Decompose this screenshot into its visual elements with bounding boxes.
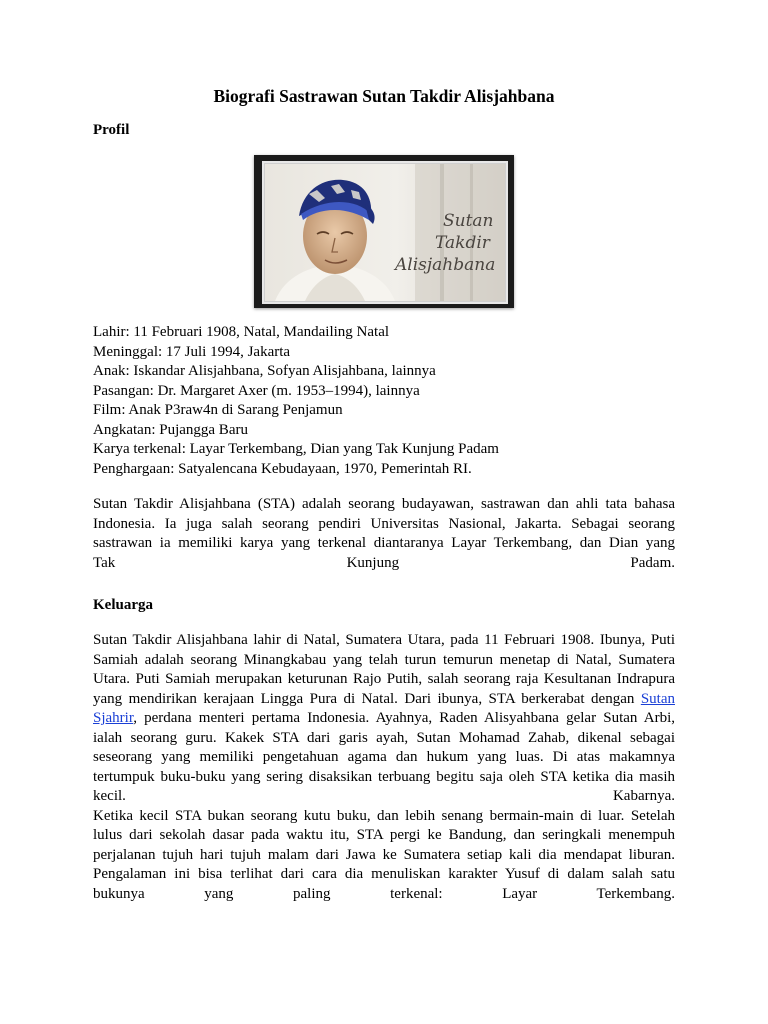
paragraph-line: Indonesia. Ia juga salah seorang pendiri Universitas Nasional, Jakarta. Sebagai seorang — [93, 515, 675, 532]
page-title: Biografi Sastrawan Sutan Takdir Alisjahbana — [213, 86, 555, 106]
section-heading-keluarga: Keluarga — [93, 597, 153, 613]
photo-caption-line-2: Takdir — [435, 233, 490, 253]
sutan-sjahrir-link-part2[interactable]: Sjahrir — [93, 710, 134, 726]
portrait-photo — [254, 155, 514, 308]
keluarga-paragraph — [93, 631, 675, 904]
profile-line: Lahir: 11 Februari 1908, Natal, Mandailing Natal — [93, 324, 390, 340]
profile-list — [93, 323, 499, 479]
paragraph-line: seseorang yang memiliki pengetahuan agama dan hukum yang luas. Di atas makamnya — [93, 749, 675, 765]
paragraph-line: Utara. Puti Samiah merupakan keturunan Rajo Putih, salah seorang raja Kesultanan Indrapura — [93, 671, 675, 687]
section-heading-profil: Profil — [93, 122, 130, 138]
paragraph-line: kecil. Kabarnya. — [93, 788, 675, 804]
profile-line: Karya terkenal: Layar Terkembang, Dian yang Tak Kunjung Padam — [93, 441, 499, 457]
portrait-illustration — [265, 164, 505, 301]
paragraph-line: Pengalaman ini bisa terlihat dari cara dia menuliskan karakter Yusuf di dalam salah satu — [93, 866, 675, 882]
paragraph-line: lulus dari sekolah dasar pada waktu itu, STA pergi ke Bandung, dan seringkali menempuh — [93, 827, 675, 843]
paragraph-line: bukunya yang paling terkenal: Layar Terkembang. — [93, 885, 675, 902]
paragraph-line — [93, 690, 675, 710]
paragraph-line: tertumpuk buku-buku yang sering disaksikan terbuang begitu saja oleh STA ketika dia masih — [93, 768, 675, 785]
paragraph-line: sastrawan ia memiliki karya yang terkenal diantaranya Layar Terkembang, dan Dian yang — [93, 535, 675, 551]
profile-line: Meninggal: 17 Juli 1994, Jakarta — [93, 343, 291, 360]
paragraph-line: perjalanan tujuh hari tujuh malam dari Jawa ke Sumatera setiap kali dia mendapat liburan. — [93, 846, 675, 863]
profile-line: Anak: Iskandar Alisjahbana, Sofyan Alisjahbana, lainnya — [93, 363, 436, 379]
profile-line: Penghargaan: Satyalencana Kebudayaan, 1970, Pemerintah RI. — [93, 460, 472, 477]
portrait-image — [264, 163, 506, 302]
photo-caption-line-3: Alisjahbana — [395, 255, 496, 275]
profile-line: Pasangan: Dr. Margaret Axer (m. 1953–1994), lainnya — [93, 382, 420, 399]
line-text: , perdana menteri pertama Indonesia. Ayahnya, Raden Alisyahbana gelar Sutan Arbi, — [133, 710, 675, 726]
paragraph-line: Sutan Takdir Alisjahbana lahir di Natal, Sumatera Utara, pada 11 Februari 1908. Ibunya, Puti — [93, 632, 675, 648]
paragraph-line: Tak Kunjung Padam. — [93, 554, 675, 571]
sutan-sjahrir-link-part1[interactable]: Sutan — [640, 690, 675, 707]
paragraph-line: Samiah adalah seorang Minangkabau yang telah turun temurun menetap di Natal, Sumatera — [93, 651, 675, 668]
profile-line: Film: Anak P3raw4n di Sarang Penjamun — [93, 402, 343, 418]
profile-line: Angkatan: Pujangga Baru — [93, 421, 248, 438]
paragraph-line — [93, 709, 675, 729]
paragraph-line: Ketika kecil STA bukan seorang kutu buku, dan lebih senang bermain-main di luar. Setelah — [93, 807, 675, 824]
paragraph-line: ialah seorang guru. Kakek STA dari garis ayah, Sutan Mohamad Zahab, dikenal sebagai — [93, 729, 675, 746]
photo-caption-line-1: Sutan — [443, 211, 494, 231]
line-text: yang mendirikan kerajaan Lingga Pura di Natal. Dari ibunya, STA berkerabat dengan — [93, 690, 635, 707]
intro-paragraph — [93, 495, 675, 573]
paragraph-line: Sutan Takdir Alisjahbana (STA) adalah seorang budayawan, sastrawan dan ahli tata bahasa — [93, 496, 675, 512]
